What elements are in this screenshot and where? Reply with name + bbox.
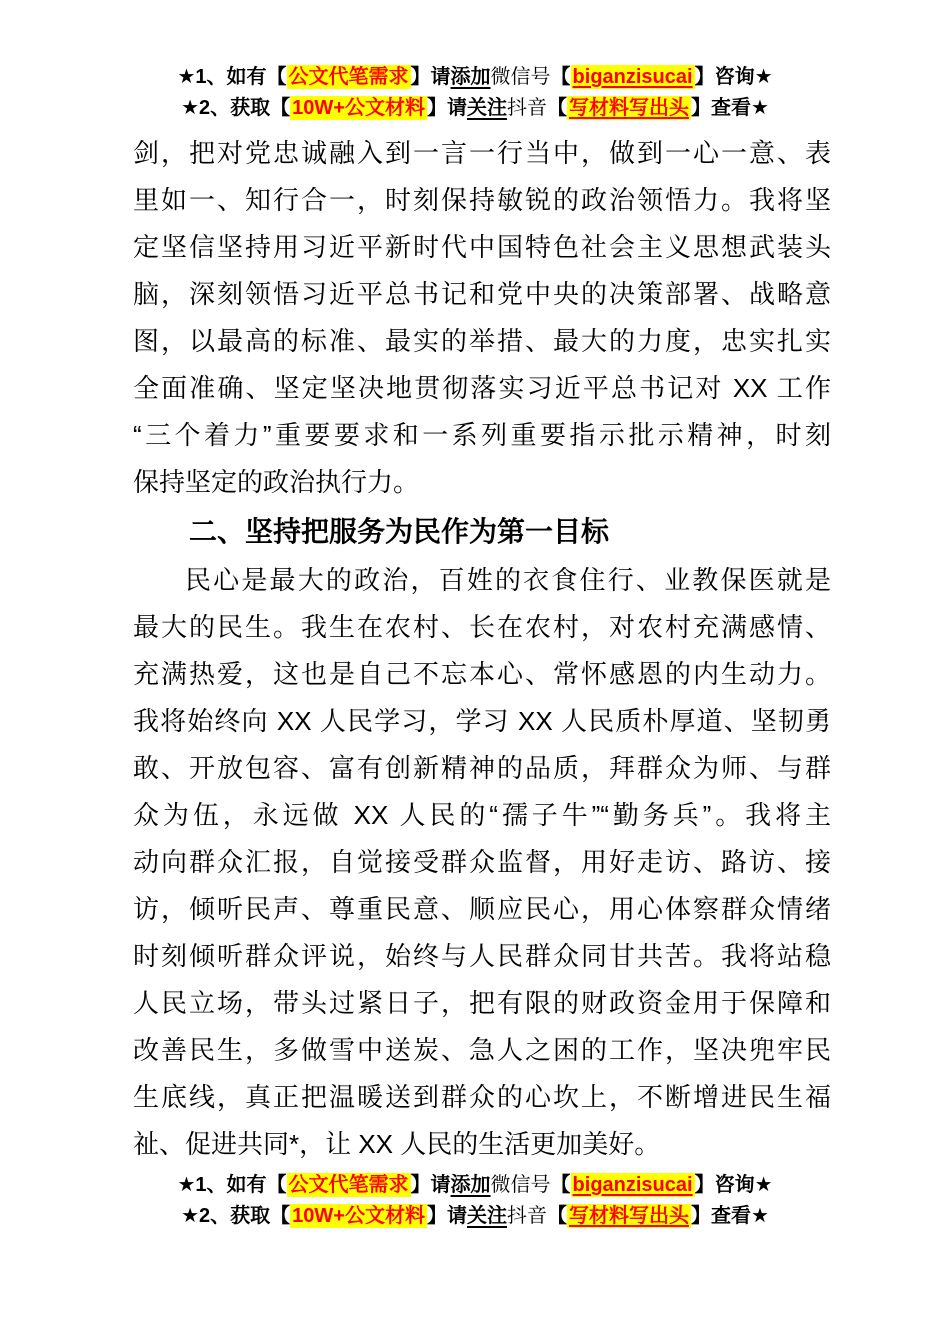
notice-highlight-wechat-id: biganzisucai — [572, 66, 693, 88]
document-body — [133, 130, 831, 1168]
footer-notice-line-2 — [0, 1201, 950, 1232]
header-notice — [0, 0, 950, 124]
paragraph-line: 定坚信坚持用习近平新时代中国特色社会主义思想武装头 — [133, 232, 831, 262]
header-notice-line-1 — [0, 62, 950, 93]
notice-suffix: 】咨询★ — [694, 1174, 773, 1196]
notice-highlight-materials: 10W+公文材料 — [292, 1205, 425, 1227]
paragraph-line: 祉、促进共同*，让 XX 人民的生活更加美好。 — [133, 1129, 661, 1159]
notice-prefix: ★2、获取【 — [181, 1205, 291, 1227]
footer-notice-line-1 — [0, 1170, 950, 1201]
paragraph-line: 改善民生，多做雪中送炭、急人之困的工作，坚决兜牢民 — [133, 1035, 831, 1065]
paragraph-line: 敢、开放包容、富有创新精神的品质，拜群众为师、与群 — [133, 753, 831, 783]
notice-highlight-materials: 10W+公文材料 — [292, 97, 425, 119]
paragraph-line: 我将始终向 XX 人民学习，学习 XX 人民质朴厚道、坚韧勇 — [133, 706, 831, 736]
paragraph-line: “三个着力”重要要求和一系列重要指示批示精神，时刻 — [133, 420, 831, 450]
notice-plain-douyin: 抖音 — [506, 97, 547, 119]
paragraph-line: 保持坚定的政治执行力。 — [133, 467, 420, 497]
paragraph-line: 图，以最高的标准、最实的举措、最大的力度，忠实扎实 — [133, 326, 831, 356]
footer-notice — [0, 1170, 950, 1232]
notice-prefix: ★1、如有【 — [177, 66, 287, 88]
paragraph-line: 全面准确、坚定坚决地贯彻落实习近平总书记对 XX 工作 — [133, 373, 831, 403]
notice-highlight-douyin-id: 写材料写出头 — [568, 1205, 689, 1227]
notice-mid: 】请 — [426, 1205, 467, 1227]
notice-highlight-service: 公文代笔需求 — [288, 1174, 409, 1196]
paragraph-line: 时刻倾听群众评说，始终与人民群众同甘共苦。我将站稳 — [133, 941, 831, 971]
notice-bracket: 【 — [550, 1174, 571, 1196]
paragraph-line: 充满热爱，这也是自己不忘本心、常怀感恩的内生动力。 — [133, 659, 831, 689]
notice-bracket: 【 — [550, 66, 571, 88]
notice-plain-douyin: 抖音 — [506, 1205, 547, 1227]
notice-underline-follow: 关注 — [466, 97, 507, 119]
notice-highlight-douyin-id: 写材料写出头 — [568, 97, 689, 119]
paragraph-line: 众为伍，永远做 XX 人民的“孺子牛”“勤务兵”。我将主 — [133, 800, 831, 830]
section-heading: 二、坚持把服务为民作为第一目标 — [189, 516, 610, 547]
paragraph-line: 里如一、知行合一，时刻保持敏锐的政治领悟力。我将坚 — [133, 185, 831, 215]
notice-plain-wechat: 微信号 — [490, 1174, 551, 1196]
notice-mid: 】请 — [426, 97, 467, 119]
paragraph-line: 民心是最大的政治，百姓的衣食住行、业教保医就是 — [185, 565, 831, 595]
paragraph-line: 动向群众汇报，自觉接受群众监督，用好走访、路访、接 — [133, 847, 831, 877]
notice-prefix: ★2、获取【 — [181, 97, 291, 119]
notice-underline-follow: 关注 — [466, 1205, 507, 1227]
notice-bracket: 【 — [546, 97, 567, 119]
paragraph-line: 访，倾听民声、尊重民意、顺应民心，用心体察群众情绪 — [133, 894, 831, 924]
notice-bracket: 【 — [546, 1205, 567, 1227]
notice-highlight-wechat-id: biganzisucai — [572, 1174, 693, 1196]
paragraph-line: 最大的民生。我生在农村、长在农村，对农村充满感情、 — [133, 612, 831, 642]
notice-mid: 】请 — [410, 1174, 451, 1196]
header-notice-line-2 — [0, 93, 950, 124]
notice-plain-wechat: 微信号 — [490, 66, 551, 88]
notice-underline-add: 添加 — [450, 66, 491, 88]
notice-suffix: 】查看★ — [690, 97, 769, 119]
notice-underline-add: 添加 — [450, 1174, 491, 1196]
paragraph-line: 剑，把对党忠诚融入到一言一行当中，做到一心一意、表 — [133, 138, 831, 168]
paragraph-line: 脑，深刻领悟习近平总书记和党中央的决策部署、战略意 — [133, 279, 831, 309]
notice-suffix: 】咨询★ — [694, 66, 773, 88]
notice-highlight-service: 公文代笔需求 — [288, 66, 409, 88]
notice-mid: 】请 — [410, 66, 451, 88]
notice-prefix: ★1、如有【 — [177, 1174, 287, 1196]
paragraph-line: 生底线，真正把温暖送到群众的心坎上，不断增进民生福 — [133, 1082, 831, 1112]
notice-suffix: 】查看★ — [690, 1205, 769, 1227]
paragraph-line: 人民立场，带头过紧日子，把有限的财政资金用于保障和 — [133, 988, 831, 1018]
